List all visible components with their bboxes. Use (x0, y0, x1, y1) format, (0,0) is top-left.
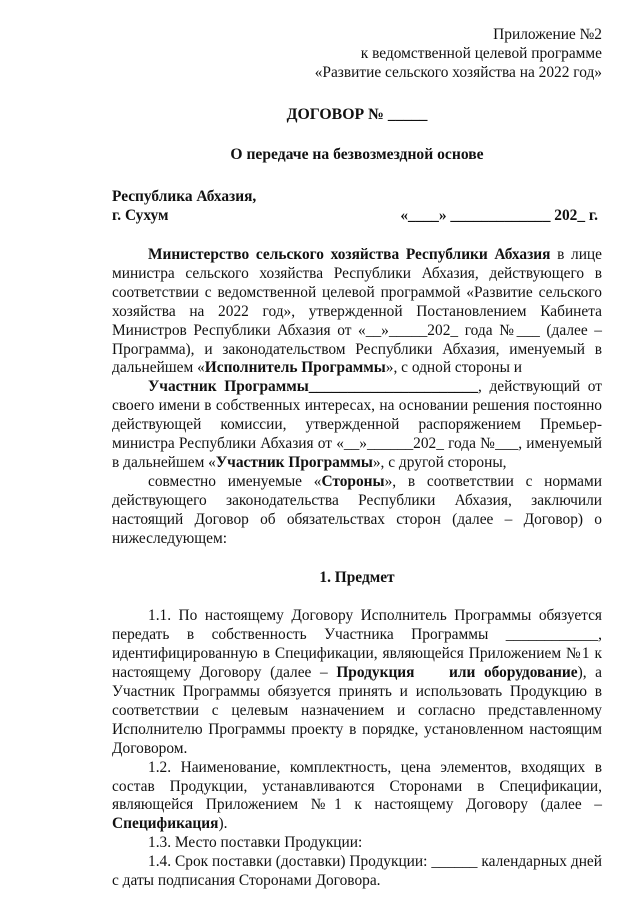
place-line-1: Республика Абхазия, (112, 188, 257, 206)
clause-1-4: 1.4. Срок поставки (доставки) Продукции: ______ календарных дней с даты подписания Сторонами Договора. (112, 853, 602, 890)
clause-text: 1.2. Наименование, комплектность, цена элементов, входящих в состав Продукции, устанавливаются Сторонами в Спецификации, являющейся Приложением №1 к настоящему Договору (далее – (112, 758, 602, 814)
preamble-text: совместно именуемые « (148, 472, 322, 490)
appendix-line-3: «Развитие сельского хозяйства на 2022 год» (314, 63, 602, 81)
clause-text: ), а Участник Программы обязуется принять и использовать Продукцию в соответствии с целевым назначением и согласно представленному Исполнителю Программы проекту в порядке, установленном настоящим Договором. (112, 664, 603, 757)
parties-term: Стороны (321, 472, 385, 490)
preamble-paragraph-participant (112, 378, 602, 473)
place-and-date (112, 188, 602, 226)
preamble-text: , действующий от своего имени в собственных интересах, на основании решения постоянно действующей комиссии, утвержденной распоряжением Премьер-министра Республики Абхазия от «__»______202_ года №___, именуемый в дальнейшем « (112, 378, 602, 471)
participant-term: Участник Программы (215, 453, 373, 471)
preamble-text: », в соответствии с нормами действующего законодательства Республики Абхазия, заключили настоящий Договор об обязательствах сторон (далее – Договор) о нижеследующем: (112, 472, 602, 547)
clause-1-2 (112, 759, 602, 835)
preamble-paragraph-parties (112, 473, 602, 549)
ministry-name: Министерство сельского хозяйства Республики Абхазия (148, 246, 551, 264)
contract-title: ДОГОВОР № _____ (286, 106, 428, 124)
contract-subtitle: О передаче на безвозмездной основе (230, 146, 484, 164)
clause-1-1 (112, 607, 602, 758)
clause-1-3: 1.3. Место поставки Продукции: (148, 834, 363, 852)
clause-text: 1.1. По настоящему Договору Исполнитель Программы обязуется передать в собственность Участника Программы ____________, идентифицированную в Спецификации, являющейся Приложением №1 к настоящему Договору (далее – (112, 607, 602, 682)
section-heading: 1. Предмет (319, 568, 395, 586)
participant-name: Участник Программы______________________ (148, 378, 479, 396)
appendix-header (112, 26, 602, 82)
preamble-paragraph-executor (112, 246, 602, 378)
appendix-line-1: Приложение №2 (493, 26, 602, 43)
executor-term: Исполнитель Программы (204, 359, 386, 377)
place-date-row (112, 207, 602, 226)
specification-term: Спецификация (112, 815, 219, 833)
clause-text: ). (218, 815, 228, 833)
preamble-text: в лице министра сельского хозяйства Республики Абхазия, действующего в соответствии с ведомственной целевой программой «Развитие сельского хозяйства на 2022 год», утвержденной Постановлением Кабинета Министров Республики Абхазия от «__»_____202_ года №___ (далее – Программа), и законодательством Республики Абхазия, именуемый в дальнейшем « (112, 246, 602, 377)
preamble-text: », с одной стороны и (385, 359, 523, 377)
preamble-text: », с другой стороны, (372, 453, 507, 471)
place-line-2: г. Сухум (112, 207, 169, 225)
appendix-line-2: к ведомственной целевой программе (360, 44, 602, 62)
contract-date: «____» _____________ 202_ г. (400, 207, 598, 225)
product-term: Продукция или оборудование (336, 664, 578, 682)
